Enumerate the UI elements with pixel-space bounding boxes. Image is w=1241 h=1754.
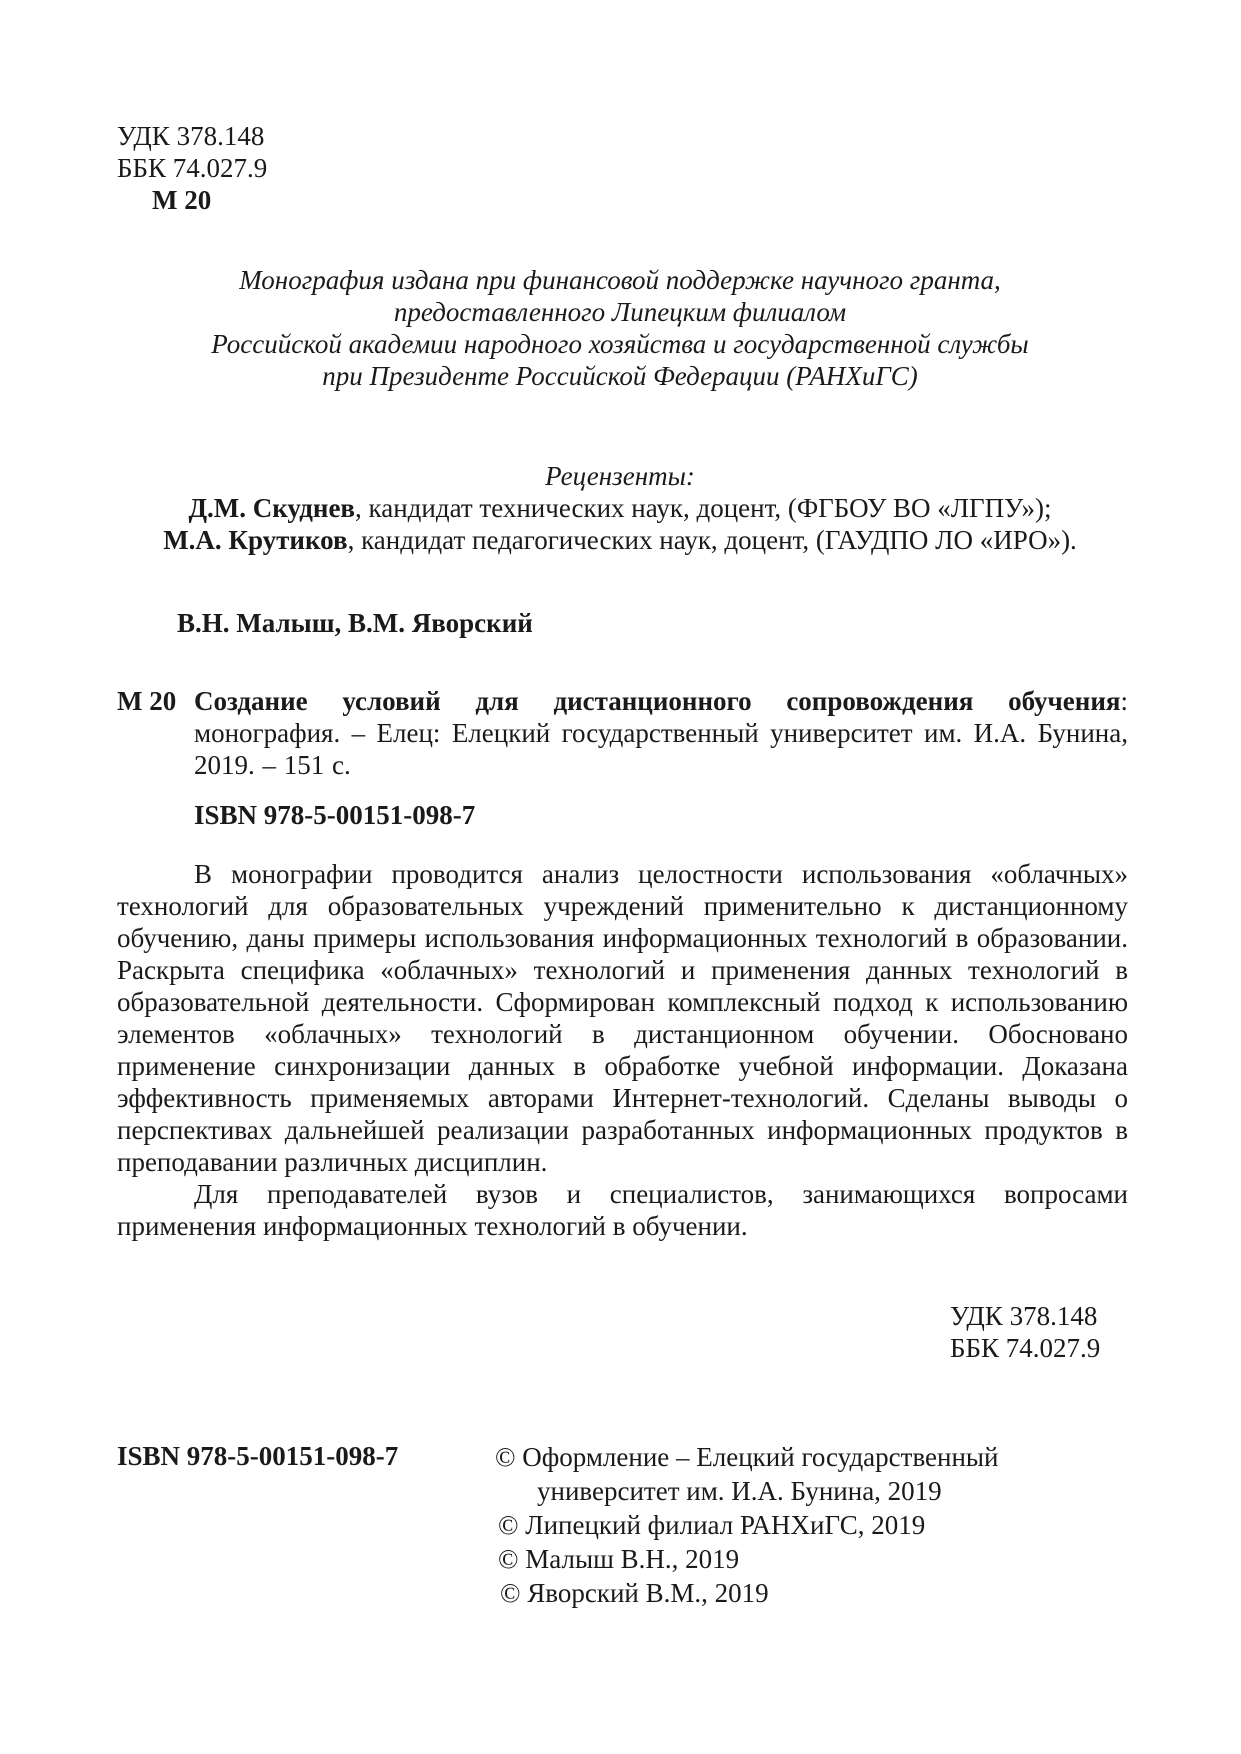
udk-code: УДК 378.148 [950, 1301, 1098, 1331]
reviewers-block [100, 460, 1140, 556]
reviewer-line [100, 524, 1140, 556]
bbk-code: ББК 74.027.9 [950, 1333, 1101, 1363]
biblio-rest: : монография. – Елец: Елецкий государственный университет им. И.А. Бунина, 2019. – 151 с. [194, 686, 1128, 780]
copyright-line: университет им. И.А. Бунина, 2019 [537, 1476, 942, 1506]
biblio-code: М 20 [117, 686, 177, 716]
authors: В.Н. Малыш, В.М. Яворский [177, 608, 533, 638]
copyright-block [495, 1440, 999, 1610]
footer-isbn: ISBN 978-5-00151-098-7 [117, 1441, 399, 1471]
isbn: ISBN 978-5-00151-098-7 [194, 800, 476, 830]
book-title: Создание условий для дистанционного сопровождения обучения [194, 686, 1121, 716]
audience-paragraph: Для преподавателей вузов и специалистов, занимающихся вопросами применения информационных технологий в обучении. [117, 1179, 1128, 1241]
grant-note [100, 264, 1140, 392]
grant-note-line: Российской академии народного хозяйства и государственной службы [211, 329, 1029, 359]
reviewer-name: Д.М. Скуднев [188, 493, 356, 523]
reviewer-name: М.А. Крутиков [163, 525, 348, 555]
grant-note-line: Монография издана при финансовой поддержке научного гранта, [239, 265, 1001, 295]
abstract [117, 858, 1128, 1242]
bbk-code: ББК 74.027.9 [117, 153, 268, 183]
grant-note-line: предоставленного Липецким филиалом [393, 297, 847, 327]
classification-codes [950, 1300, 1100, 1364]
reviewer-details: , кандидат педагогических наук, доцент, (ГАУДПО ЛО «ИРО»). [347, 525, 1077, 555]
reviewer-line [100, 492, 1140, 524]
reviewer-details: , кандидат технических наук, доцент, (ФГБОУ ВО «ЛГПУ»); [355, 493, 1052, 523]
copyright-line: © Липецкий филиал РАНХиГС, 2019 [498, 1510, 926, 1540]
reviewers-heading: Рецензенты: [545, 461, 695, 491]
copyright-line: © Оформление – Елецкий государственный [495, 1442, 999, 1472]
biblio-description [194, 685, 1128, 781]
copyright-line: © Малыш В.Н., 2019 [498, 1544, 740, 1574]
author-mark: М 20 [152, 185, 212, 215]
copyright-line: © Яворский В.М., 2019 [500, 1578, 769, 1608]
header-codes [117, 120, 267, 216]
grant-note-line: при Президенте Российской Федерации (РАНХиГС) [322, 361, 918, 391]
abstract-paragraph: В монографии проводится анализ целостности использования «облачных» технологий для образовательных учреждений применительно к дистанционному обучению, даны примеры использования информационных технологий в образовании. Раскрыта специфика «облачных» технологий и применения данных технологий в образовательной деятельности. Сформирован комплексный подход к использованию элементов «облачных» технологий в дистанционном обучении. Обосновано применение синхронизации данных в обработке учебной информации. Доказана эффективность применяемых авторами Интернет-технологий. Сделаны выводы о перспективах дальнейшей реализации разработанных информационных продуктов в преподавании различных дисциплин. [117, 859, 1128, 1177]
udk-code: УДК 378.148 [117, 121, 265, 151]
bibliography [117, 685, 1128, 831]
